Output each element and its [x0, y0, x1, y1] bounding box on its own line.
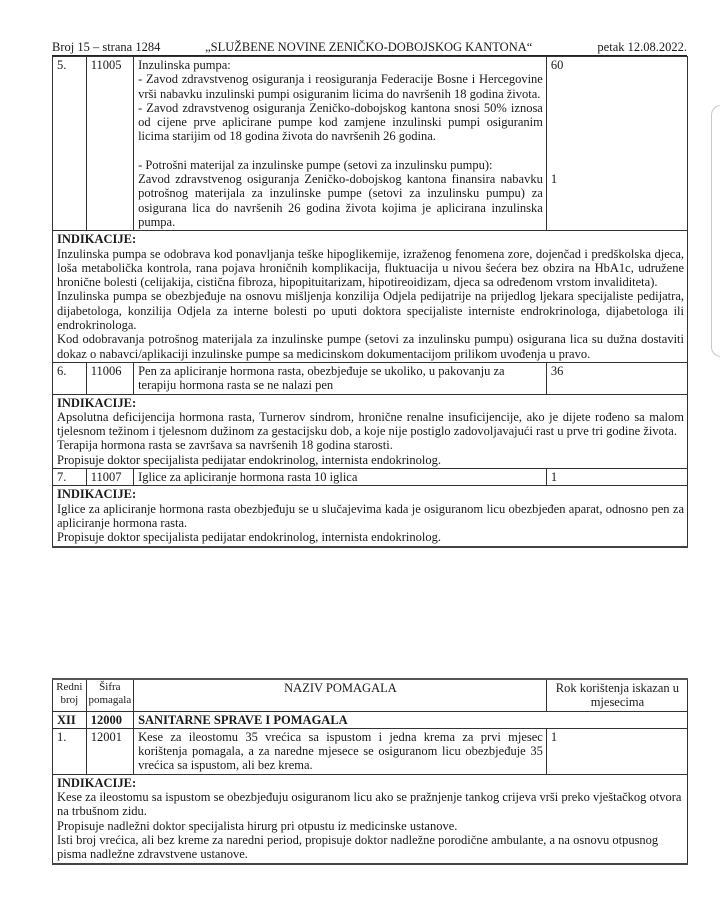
publication-title: „SLUŽBENE NOVINE ZENIČKO-DOBOJSKOG KANTONA“ — [205, 40, 533, 54]
page-header — [52, 40, 687, 56]
section-row — [53, 711, 688, 728]
aids-table-continued — [52, 56, 688, 548]
indications-title: INDIKACIJE: — [57, 395, 137, 410]
row-number: 6. — [53, 362, 87, 394]
issue-page-number: Broj 15 – strana 1284 — [52, 40, 161, 54]
aid-name-line: Inzulinska pumpa: — [138, 58, 231, 72]
indication-text: Iglice za apliciranje hormona rasta obezbjeđuju se u slučajevima kada je osiguranom licu obezbjeđen aparat, odnosno pen za apliciranje hormona rasta. — [57, 501, 684, 530]
aid-name-line: Zavod zdravstvenog osiguranja Zeničko-dobojskog kantona finansira nabavku potrošnog materijala za inzulinske pumpe (setovi za inzulinsku pumpu) za osigurana lica do navršenih 26 godina života kojima je aplicirana inzulinska pumpa. — [138, 172, 543, 229]
aid-code: 11005 — [86, 57, 133, 231]
aid-name: Kese za ileostomu 35 vrećica sa ispustom i jedna krema za prvi mjesec korištenja pomagala, a za naredne mjesece se osiguranom licu obezbjeđuje 35 vrećica sa ispustom, ali bez krema. — [134, 728, 547, 774]
table-row — [53, 469, 688, 486]
indications — [53, 774, 688, 863]
aid-name: Iglice za apliciranje hormona rasta 10 iglica — [134, 469, 547, 486]
indication-text: Isti broj vrećica, ali bez kreme za naredni period, propisuje doktor nadležne porodične ambulante, a na osnovu otpusnog pisma nadležne zdravstvene ustanove. — [57, 832, 659, 862]
usage-term-value: 60 — [550, 58, 564, 72]
usage-term: 1 — [546, 728, 687, 774]
usage-term-value: 1 — [550, 172, 558, 187]
aid-name-line: - Zavod zdravstvenog osiguranja Zeničko-dobojskog kantona snosi 50% iznosa od cijene prve aplicirane pumpe kod zamjene inzulinski pumpi osiguranim licima starijim od 18 godina života do navršenih 26 godina. — [138, 100, 543, 144]
indications-title: INDIKACIJE: — [57, 487, 137, 502]
indications — [53, 394, 688, 468]
header-aid-code: Šifra pomagala — [86, 679, 133, 711]
indications — [53, 231, 688, 363]
indication-text: Terapija hormona rasta se završava sa navršenih 18 godina starosti. — [57, 438, 393, 453]
header-usage-term: Rok korištenja iskazan u mjesecima — [546, 679, 687, 711]
table-row — [53, 362, 688, 394]
aid-name-line: - Zavod zdravstvenog osiguranja i reosiguranja Federacije Bosne i Hercegovine vrši nabavku inzulinski pumpi osiguranim licima do navršenih 18 godina života. — [138, 72, 543, 101]
usage-term — [546, 57, 687, 231]
indications-title: INDIKACIJE: — [57, 232, 137, 247]
indication-text: Propisuje doktor specijalista pedijatar endokrinolog, internista endokrinolog. — [57, 452, 441, 467]
header-aid-name: NAZIV POMAGALA — [134, 679, 547, 711]
indications-row — [53, 486, 688, 547]
indication-text: Kese za ileostomu sa ispustom se obezbjeđuju osiguranom licu ako se pražnjenje tankog crijeva vrši preko vještačkog otvora na trbušnom zidu. — [57, 790, 682, 819]
aid-name: Pen za apliciranje hormona rasta, obezbjeđuje se ukoliko, u pakovanju za terapiju hormona rasta se ne nalazi pen — [134, 362, 547, 394]
publication-date: petak 12.08.2022. — [597, 40, 687, 54]
row-number: 5. — [53, 57, 87, 231]
indication-text: Kod odobravanja potrošnog materijala za inzulinske pumpe (setovi za inzulinsku pumpu) osigurana lica su dužna dostaviti dokaz o nabavci/aplikaciji inzulinske pumpe sa medicinskom dokumentacijom prilikom uvođenja u pravo. — [57, 332, 684, 361]
aid-code: 11006 — [86, 362, 133, 394]
header-row-number: Redni broj — [53, 679, 87, 711]
table-row — [53, 57, 688, 231]
aids-table-section-xii — [52, 678, 688, 865]
section-code: 12000 — [86, 711, 133, 728]
indications-row — [53, 774, 688, 863]
row-number: 7. — [53, 469, 87, 486]
indication-text: Inzulinska pumpa se obezbjeđuje na osnovu mišljenja konzilija Odjela pedijatrije na prijedlog ljekara specijaliste pedijatra, dijabetologa, konzilija Odjela za interne bolesti po uputi doktora specijaliste interniste endrokrinologa, dijabetologa ili endrokrinologa. — [57, 289, 684, 333]
indications-row — [53, 231, 688, 363]
aid-code: 12001 — [86, 728, 133, 774]
row-number: 1. — [53, 728, 87, 774]
table-row — [53, 728, 688, 774]
aid-name — [134, 57, 547, 231]
section-number: XII — [53, 711, 87, 728]
table-header-row — [53, 679, 688, 711]
indication-text: Apsolutna deficijencija hormona rasta, Turnerov sindrom, hronične renalne insuficijencije, ako je dijete rođeno sa malom tjelesnom težinom i tjelesnom dužinom za gestacijsku dob, a koje nije postiglo zadovoljavajući rast u prve tri godine života. — [57, 409, 684, 439]
section-name: SANITARNE SPRAVE I POMAGALA — [134, 711, 688, 728]
usage-term: 36 — [546, 362, 687, 394]
indication-text: Propisuje doktor specijalista pedijatar endokrinolog, internista endokrinolog. — [57, 530, 441, 545]
indications — [53, 486, 688, 547]
indications-row — [53, 394, 688, 468]
side-panel-handle[interactable] — [711, 105, 720, 357]
indications-title: INDIKACIJE: — [57, 775, 137, 790]
aid-code: 11007 — [86, 469, 133, 486]
indication-text: Inzulinska pumpa se odobrava kod ponavljanja teške hipoglikemije, izraženog fenomena zore, dojenčad i predškolska djeca, loša metabolička kontrola, rana pojava hroničnih komplikacija, fluktuacija u nivou šećera bez obzira na HbA1c, udružene hronične bolesti (celijakija, cistična fibroza, hipopituitarizam, hipotireoidizam, djeca sa određenom vrstom invaliditeta). — [57, 246, 684, 290]
usage-term: 1 — [546, 469, 687, 486]
indication-text: Propisuje nadležni doktor specijalista hirurg pri otpustu iz medicinske ustanove. — [57, 818, 458, 833]
aid-name-line: - Potrošni materijal za inzulinske pumpe (setovi za inzulinsku pumpu): — [138, 157, 493, 172]
